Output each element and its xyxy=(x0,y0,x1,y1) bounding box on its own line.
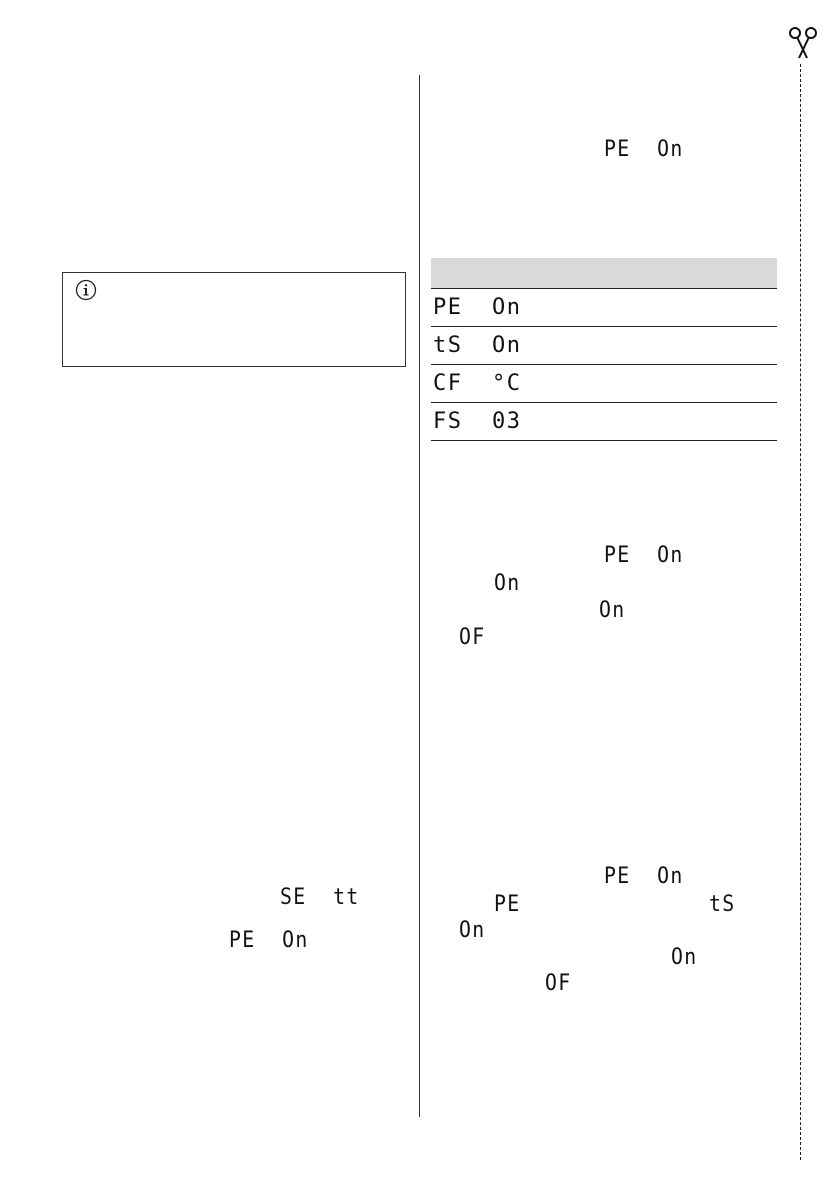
display-code-b2b: tS xyxy=(709,892,736,917)
display-code-a2: On xyxy=(494,571,521,596)
display-code-b3: On xyxy=(459,918,486,943)
info-icon xyxy=(75,279,97,301)
table-row xyxy=(431,289,777,327)
display-code-a1: PE On xyxy=(604,543,684,568)
display-code-a3: On xyxy=(599,598,626,623)
display-code-b4: On xyxy=(671,945,698,970)
scissors-icon xyxy=(786,26,820,60)
display-code-b1: PE On xyxy=(604,864,684,889)
table-cell-code: tS On xyxy=(431,327,777,365)
settings-table xyxy=(431,258,777,441)
info-note-box xyxy=(62,272,406,367)
display-code-settings: SE tt xyxy=(280,885,360,910)
table-cell-code: PE On xyxy=(431,289,777,327)
table-row xyxy=(431,327,777,365)
cut-line xyxy=(800,64,801,1160)
display-code-b2a: PE xyxy=(494,892,521,917)
table-cell-code: FS 03 xyxy=(431,403,777,441)
table-row xyxy=(431,365,777,403)
table-row xyxy=(431,403,777,441)
table-cell-code: CF °C xyxy=(431,365,777,403)
column-divider xyxy=(419,75,420,1117)
display-code-b5: OF xyxy=(545,971,572,996)
display-code-intro: PE On xyxy=(604,137,684,162)
display-code-a4: OF xyxy=(459,625,486,650)
display-code-power-entry: PE On xyxy=(229,928,309,953)
table-header xyxy=(431,258,777,289)
